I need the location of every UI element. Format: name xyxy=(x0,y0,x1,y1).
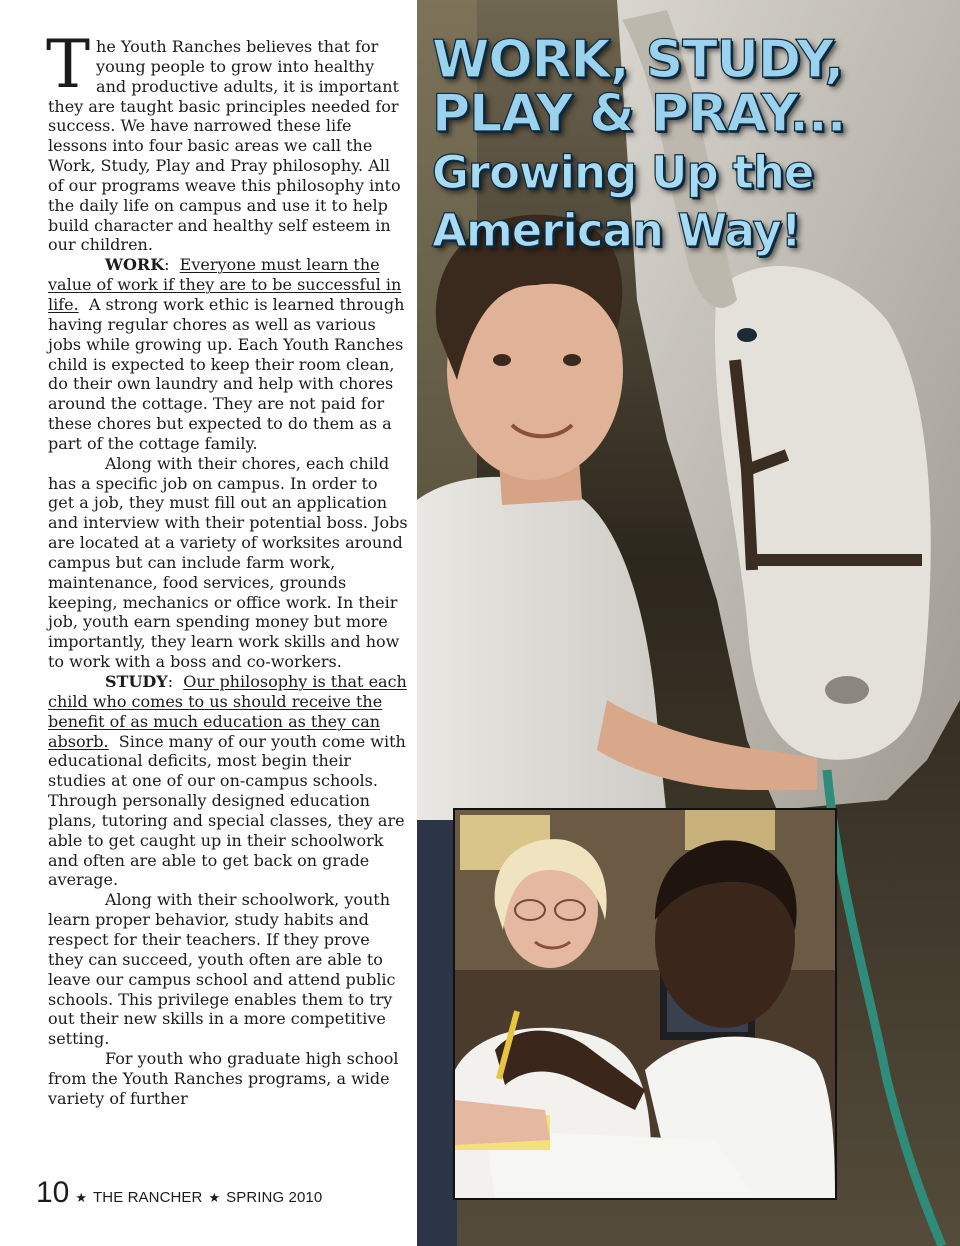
graduates-paragraph: For youth who graduate high school from the Youth Ranches programs, a wide variety of further xyxy=(48,1049,399,1108)
page-number: 10 xyxy=(36,1176,70,1209)
headline-line-1: WORK, STUDY, xyxy=(432,30,844,90)
work-paragraph: WORK: Everyone must learn the value of work if they are to be successful in life. A strong work ethic is learned through having regular chores as well as various jobs while growing up. Each Youth Ranches child is expected to keep their room clean, do their own laundry and help with chores around the cottage. They are not paid for these chores but expected to do them as a part of the cottage family. xyxy=(48,255,405,453)
intro-paragraph xyxy=(46,26,408,255)
inset-illustration xyxy=(455,810,835,1198)
work-statement: Everyone must learn the value of work if they are to be successful in life. xyxy=(48,255,402,314)
publication-name: THE RANCHER xyxy=(93,1189,203,1206)
study-label: STUDY xyxy=(105,672,168,691)
study-paragraph: STUDY: Our philosophy is that each child who comes to us should receive the benefit of as much education as they can absorb. Since many of our youth come with educational deficits, most begin their studies at one of our on-campus schools. Through personally designed education plans, tutoring and special classes, they are able to get caught up in their schoolwork and often are able to get back on grade average. xyxy=(48,672,407,890)
schoolwork-paragraph: Along with their schoolwork, youth learn proper behavior, study habits and respect for their teachers. If they prove they can succeed, youth often are able to leave our campus school and attend public schools. This privilege enables them to try out their new skills in a more competitive setting. xyxy=(48,890,396,1049)
jobs-paragraph: Along with their chores, each child has a specific job on campus. In order to get a job, they must fill out an application and interview with their potential boss. Jobs are located at a variety of worksites around campus but can include farm work, maintenance, food services, grounds keeping, mechanics or office work. In their job, youth earn spending money but more importantly, they learn work skills and how to work with a boss and co-workers. xyxy=(48,453,408,672)
work-label: WORK xyxy=(105,255,165,275)
study-statement: Our philosophy is that each child who comes to us should receive the benefit of as much education as they can absorb. xyxy=(48,672,407,751)
article-body xyxy=(46,26,408,1109)
star-icon: ★ xyxy=(75,1190,88,1205)
page-footer xyxy=(36,1176,322,1212)
star-icon: ★ xyxy=(208,1190,221,1205)
drop-cap: T xyxy=(46,26,91,103)
headline-line-2: PLAY & PRAY... xyxy=(432,84,846,144)
issue-date: SPRING 2010 xyxy=(226,1189,323,1206)
tutoring-inset-photo xyxy=(453,808,837,1200)
article-headline xyxy=(432,30,952,257)
work-text: A strong work ethic is learned through having regular chores as well as various jobs while growing up. Each Youth Ranches child is expected to keep their room clean, do their own laundry and help with chores around the cottage. They are not paid for these chores but expected to do them as a part of the cottage family. xyxy=(48,294,405,453)
headline-line-3: Growing Up the xyxy=(432,146,814,199)
intro-text: he Youth Ranches believes that for young people to grow into healthy and productive adults, it is important they are taught basic principles needed for success. We have narrowed these life lessons into four basic areas we call the Work, Study, Play and Pray philosophy. All of our programs weave this philosophy into the daily life on campus and use it to help build character and healthy self esteem in our children. xyxy=(48,37,401,255)
study-text: Since many of our youth come with educational deficits, most begin their studies at one of our on-campus schools. Through personally designed education plans, tutoring and special classes, they are able to get caught up in their schoolwork and often are able to get back on grade average. xyxy=(48,731,406,890)
headline-line-4: American Way! xyxy=(432,204,801,257)
